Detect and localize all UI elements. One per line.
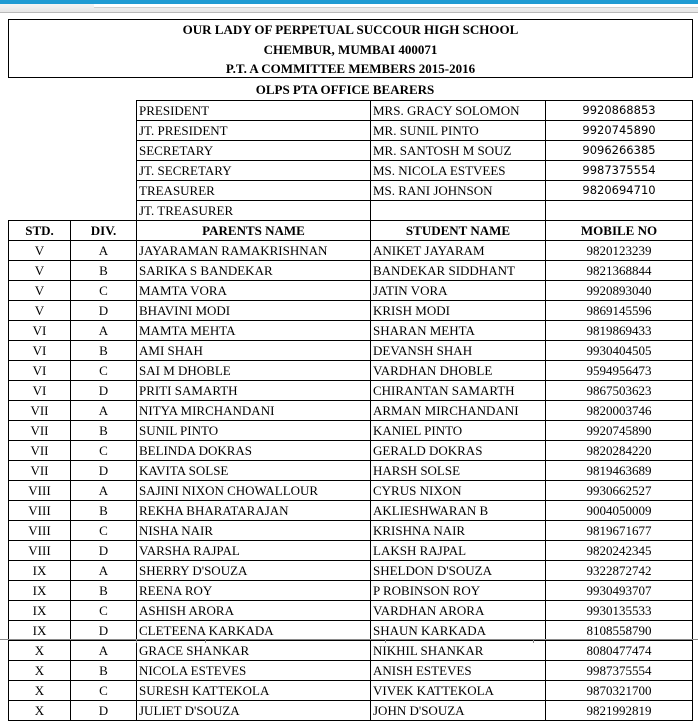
member-parent-name: ASHISH ARORA bbox=[137, 601, 371, 621]
member-student-name: LAKSH RAJPAL bbox=[371, 541, 546, 561]
member-div: A bbox=[71, 321, 137, 341]
toolbar-strip bbox=[0, 4, 698, 13]
office-bearer-name: MR. SUNIL PINTO bbox=[371, 121, 546, 141]
member-div: D bbox=[71, 701, 137, 721]
member-std: VIII bbox=[9, 481, 71, 501]
members-table bbox=[8, 220, 693, 721]
office-bearer-row bbox=[137, 101, 693, 121]
office-bearer-mobile: 9096266385 bbox=[546, 141, 693, 161]
school-name: OUR LADY OF PERPETUAL SUCCOUR HIGH SCHOOL bbox=[182, 22, 519, 37]
member-row bbox=[9, 301, 693, 321]
member-std: VI bbox=[9, 341, 71, 361]
member-student-name: VARDHAN DHOBLE bbox=[371, 361, 546, 381]
member-parent-name: PRITI SAMARTH bbox=[137, 381, 371, 401]
member-std: IX bbox=[9, 581, 71, 601]
member-div: D bbox=[71, 541, 137, 561]
column-header-mobile-no: MOBILE NO bbox=[546, 221, 693, 241]
member-mobile: 9869145596 bbox=[546, 301, 693, 321]
member-std: VII bbox=[9, 401, 71, 421]
member-parent-name: BELINDA DOKRAS bbox=[137, 441, 371, 461]
member-std: VII bbox=[9, 421, 71, 441]
member-parent-name: SHERRY D'SOUZA bbox=[137, 561, 371, 581]
office-bearer-mobile: 9820694710 bbox=[546, 181, 693, 201]
member-row bbox=[9, 241, 693, 261]
member-mobile: 9821992819 bbox=[546, 701, 693, 721]
member-div: B bbox=[71, 341, 137, 361]
member-mobile: 9870321700 bbox=[546, 681, 693, 701]
member-row bbox=[9, 321, 693, 341]
member-parent-name: GRACE SHANKAR bbox=[137, 641, 371, 661]
member-div: B bbox=[71, 261, 137, 281]
member-student-name: NIKHIL SHANKAR bbox=[371, 641, 546, 661]
office-bearers-title: OLPS PTA OFFICE BEARERS bbox=[255, 82, 435, 97]
member-mobile: 9930493707 bbox=[546, 581, 693, 601]
member-student-name: VIVEK KATTEKOLA bbox=[371, 681, 546, 701]
members-table-header bbox=[9, 221, 693, 241]
member-row bbox=[9, 421, 693, 441]
member-row bbox=[9, 481, 693, 501]
member-parent-name: JULIET D'SOUZA bbox=[137, 701, 371, 721]
member-div: A bbox=[71, 641, 137, 661]
member-parent-name: SURESH KATTEKOLA bbox=[137, 681, 371, 701]
member-std: VIII bbox=[9, 501, 71, 521]
member-parent-name: SARIKA S BANDEKAR bbox=[137, 261, 371, 281]
member-student-name: JOHN D'SOUZA bbox=[371, 701, 546, 721]
document-header bbox=[8, 19, 693, 78]
office-bearer-row bbox=[137, 201, 693, 221]
member-mobile: 8080477474 bbox=[546, 641, 693, 661]
committee-title: P.T. A COMMITTEE MEMBERS 2015-2016 bbox=[225, 61, 476, 76]
member-row bbox=[9, 501, 693, 521]
member-row bbox=[9, 601, 693, 621]
member-div: B bbox=[71, 501, 137, 521]
office-bearer-row bbox=[137, 181, 693, 201]
member-student-name: VARDHAN ARORA bbox=[371, 601, 546, 621]
member-parent-name: SAI M DHOBLE bbox=[137, 361, 371, 381]
school-address: CHEMBUR, MUMBAI 400071 bbox=[263, 41, 438, 57]
member-div: C bbox=[71, 681, 137, 701]
member-student-name: ANIKET JAYARAM bbox=[371, 241, 546, 261]
member-std: X bbox=[9, 641, 71, 661]
member-student-name: SHELDON D'SOUZA bbox=[371, 561, 546, 581]
member-mobile: 9920745890 bbox=[546, 421, 693, 441]
member-std: VIII bbox=[9, 541, 71, 561]
member-parent-name: SUNIL PINTO bbox=[137, 421, 371, 441]
member-mobile: 9920893040 bbox=[546, 281, 693, 301]
member-row bbox=[9, 641, 693, 661]
member-student-name: CYRUS NIXON bbox=[371, 481, 546, 501]
member-div: D bbox=[71, 381, 137, 401]
member-student-name: KANIEL PINTO bbox=[371, 421, 546, 441]
member-row bbox=[9, 701, 693, 721]
member-parent-name: MAMTA MEHTA bbox=[137, 321, 371, 341]
member-student-name: ARMAN MIRCHANDANI bbox=[371, 401, 546, 421]
member-div: C bbox=[71, 441, 137, 461]
member-std: VIII bbox=[9, 521, 71, 541]
member-div: A bbox=[71, 561, 137, 581]
member-std: X bbox=[9, 701, 71, 721]
member-mobile: 9930404505 bbox=[546, 341, 693, 361]
member-parent-name: NITYA MIRCHANDANI bbox=[137, 401, 371, 421]
member-parent-name: CLETEENA KARKADA bbox=[137, 621, 371, 641]
member-row bbox=[9, 541, 693, 561]
member-row bbox=[9, 561, 693, 581]
page-break-tick bbox=[533, 639, 534, 643]
page-break-tick bbox=[205, 639, 206, 643]
member-mobile: 9930662527 bbox=[546, 481, 693, 501]
member-mobile: 9820003746 bbox=[546, 401, 693, 421]
column-header-parents-name: PARENTS NAME bbox=[137, 221, 371, 241]
office-bearer-role: JT. SECRETARY bbox=[137, 161, 371, 181]
member-row bbox=[9, 661, 693, 681]
toolbar-tab-edge bbox=[94, 4, 698, 8]
member-std: IX bbox=[9, 601, 71, 621]
member-parent-name: BHAVINI MODI bbox=[137, 301, 371, 321]
member-mobile: 9820242345 bbox=[546, 541, 693, 561]
page-break-line bbox=[0, 639, 698, 640]
office-bearer-row bbox=[137, 141, 693, 161]
member-row bbox=[9, 581, 693, 601]
member-div: D bbox=[71, 301, 137, 321]
member-mobile: 9930135533 bbox=[546, 601, 693, 621]
member-div: B bbox=[71, 421, 137, 441]
member-div: B bbox=[71, 581, 137, 601]
member-row bbox=[9, 341, 693, 361]
member-mobile: 9867503623 bbox=[546, 381, 693, 401]
office-bearer-role: PRESIDENT bbox=[137, 101, 371, 121]
member-parent-name: MAMTA VORA bbox=[137, 281, 371, 301]
member-std: VI bbox=[9, 361, 71, 381]
member-parent-name: REENA ROY bbox=[137, 581, 371, 601]
member-row bbox=[9, 441, 693, 461]
office-bearer-mobile bbox=[546, 201, 693, 221]
member-std: VI bbox=[9, 381, 71, 401]
member-div: C bbox=[71, 521, 137, 541]
member-std: X bbox=[9, 661, 71, 681]
office-bearer-name: MR. SANTOSH M SOUZ bbox=[371, 141, 546, 161]
office-bearer-mobile: 9987375554 bbox=[546, 161, 693, 181]
member-student-name: AKLIESHWARAN B bbox=[371, 501, 546, 521]
member-row bbox=[9, 621, 693, 641]
member-mobile: 9004050009 bbox=[546, 501, 693, 521]
member-parent-name: JAYARAMAN RAMAKRISHNAN bbox=[137, 241, 371, 261]
member-student-name: CHIRANTAN SAMARTH bbox=[371, 381, 546, 401]
member-row bbox=[9, 681, 693, 701]
page-break-tick bbox=[385, 639, 386, 643]
member-std: VI bbox=[9, 321, 71, 341]
member-mobile: 9322872742 bbox=[546, 561, 693, 581]
member-div: B bbox=[71, 661, 137, 681]
member-mobile: 9987375554 bbox=[546, 661, 693, 681]
member-mobile: 8108558790 bbox=[546, 621, 693, 641]
member-parent-name: VARSHA RAJPAL bbox=[137, 541, 371, 561]
office-bearer-row bbox=[137, 121, 693, 141]
member-row bbox=[9, 521, 693, 541]
member-div: C bbox=[71, 601, 137, 621]
member-student-name: KRISHNA NAIR bbox=[371, 521, 546, 541]
member-parent-name: AMI SHAH bbox=[137, 341, 371, 361]
office-bearer-role: SECRETARY bbox=[137, 141, 371, 161]
column-header-div: DIV. bbox=[71, 221, 137, 241]
member-div: A bbox=[71, 401, 137, 421]
office-bearer-mobile: 9920868853 bbox=[546, 101, 693, 121]
office-bearer-role: JT. PRESIDENT bbox=[137, 121, 371, 141]
office-bearer-role: TREASURER bbox=[137, 181, 371, 201]
member-student-name: JATIN VORA bbox=[371, 281, 546, 301]
member-mobile: 9819671677 bbox=[546, 521, 693, 541]
member-mobile: 9819869433 bbox=[546, 321, 693, 341]
member-student-name: BANDEKAR SIDDHANT bbox=[371, 261, 546, 281]
member-std: X bbox=[9, 681, 71, 701]
page-break-tick bbox=[136, 639, 137, 643]
column-header-student-name: STUDENT NAME bbox=[371, 221, 546, 241]
office-bearer-name: MS. RANI JOHNSON bbox=[371, 181, 546, 201]
member-div: A bbox=[71, 481, 137, 501]
column-header-std: STD. bbox=[9, 221, 71, 241]
member-mobile: 9819463689 bbox=[546, 461, 693, 481]
member-mobile: 9820284220 bbox=[546, 441, 693, 461]
member-student-name: SHARAN MEHTA bbox=[371, 321, 546, 341]
office-bearers-table bbox=[136, 100, 693, 221]
member-row bbox=[9, 281, 693, 301]
member-std: IX bbox=[9, 621, 71, 641]
member-parent-name: SAJINI NIXON CHOWALLOUR bbox=[137, 481, 371, 501]
member-mobile: 9820123239 bbox=[546, 241, 693, 261]
member-student-name: P ROBINSON ROY bbox=[371, 581, 546, 601]
member-parent-name: KAVITA SOLSE bbox=[137, 461, 371, 481]
member-student-name: SHAUN KARKADA bbox=[371, 621, 546, 641]
member-parent-name: NICOLA ESTEVES bbox=[137, 661, 371, 681]
member-row bbox=[9, 261, 693, 281]
member-std: V bbox=[9, 281, 71, 301]
office-bearer-mobile: 9920745890 bbox=[546, 121, 693, 141]
member-std: V bbox=[9, 241, 71, 261]
member-parent-name: REKHA BHARATARAJAN bbox=[137, 501, 371, 521]
office-bearer-role: JT. TREASURER bbox=[137, 201, 371, 221]
member-div: C bbox=[71, 281, 137, 301]
member-std: V bbox=[9, 261, 71, 281]
member-mobile: 9821368844 bbox=[546, 261, 693, 281]
member-student-name: GERALD DOKRAS bbox=[371, 441, 546, 461]
member-std: VII bbox=[9, 441, 71, 461]
member-student-name: DEVANSH SHAH bbox=[371, 341, 546, 361]
member-row bbox=[9, 381, 693, 401]
member-std: VII bbox=[9, 461, 71, 481]
member-std: V bbox=[9, 301, 71, 321]
member-mobile: 9594956473 bbox=[546, 361, 693, 381]
member-student-name: HARSH SOLSE bbox=[371, 461, 546, 481]
member-std: IX bbox=[9, 561, 71, 581]
member-parent-name: NISHA NAIR bbox=[137, 521, 371, 541]
member-row bbox=[9, 361, 693, 381]
member-student-name: KRISH MODI bbox=[371, 301, 546, 321]
member-div: A bbox=[71, 241, 137, 261]
office-bearer-name: MS. NICOLA ESTVEES bbox=[371, 161, 546, 181]
office-bearer-name: MRS. GRACY SOLOMON bbox=[371, 101, 546, 121]
member-row bbox=[9, 461, 693, 481]
member-row bbox=[9, 401, 693, 421]
member-div: C bbox=[71, 361, 137, 381]
office-bearer-name bbox=[371, 201, 546, 221]
office-bearer-row bbox=[137, 161, 693, 181]
member-div: D bbox=[71, 621, 137, 641]
member-div: D bbox=[71, 461, 137, 481]
member-student-name: ANISH ESTEVES bbox=[371, 661, 546, 681]
